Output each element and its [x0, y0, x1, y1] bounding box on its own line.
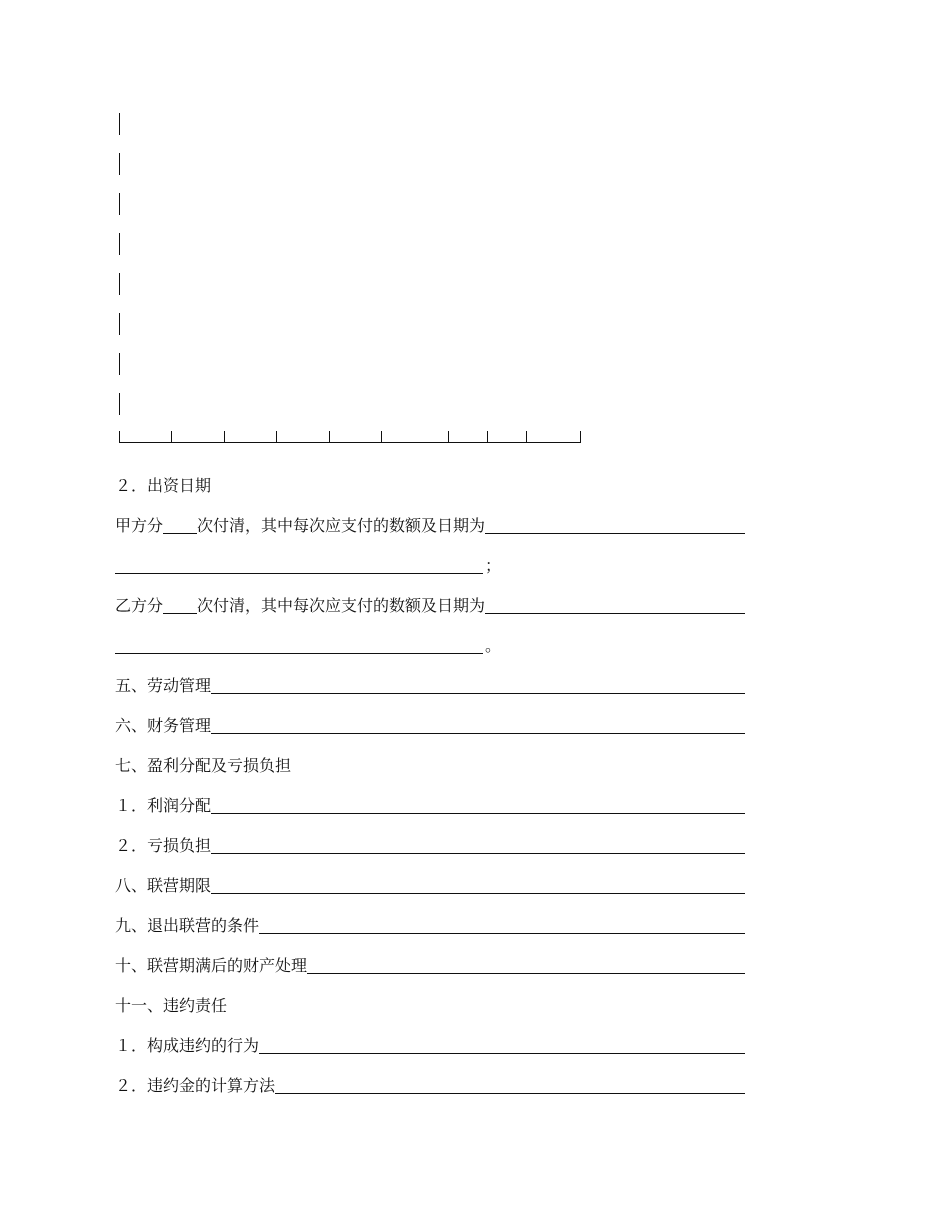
joint-venture-term-line: [115, 874, 745, 896]
table-left-border: [119, 313, 120, 335]
table-column-divider: [276, 431, 277, 443]
profit-distribution-blank[interactable]: [211, 813, 745, 814]
party-b-installments-blank[interactable]: [163, 613, 197, 614]
financial-management-label: 六、财务管理: [115, 716, 212, 735]
investment-date-heading-text: ２．出资日期: [115, 476, 212, 495]
breach-acts-line: [115, 1034, 745, 1056]
exit-conditions-blank[interactable]: [259, 933, 745, 934]
breach-acts-label: １．构成违约的行为: [115, 1036, 260, 1055]
financial-management-line: [115, 714, 745, 736]
party-a-end-mark: ；: [485, 556, 502, 575]
party-a-schedule-blank-2[interactable]: [115, 573, 483, 574]
table-left-border: [119, 273, 120, 295]
party-b-payment-line: [115, 594, 745, 616]
table-column-divider: [381, 431, 382, 443]
party-b-schedule-blank-2[interactable]: [115, 653, 483, 654]
profit-distribution-label: １．利润分配: [115, 796, 212, 815]
table-column-divider: [448, 431, 449, 443]
profit-distribution-line: [115, 794, 745, 816]
exit-conditions-label: 九、退出联营的条件: [115, 916, 260, 935]
table-bottom-border: [119, 430, 581, 443]
investment-date-heading: [115, 474, 745, 496]
party-a-schedule-blank[interactable]: [485, 533, 745, 534]
breach-acts-blank[interactable]: [259, 1053, 745, 1054]
table-left-border: [119, 193, 120, 215]
party-b-prefix: 乙方分: [115, 596, 164, 615]
penalty-calculation-line: [115, 1074, 745, 1096]
table-left-border: [119, 113, 120, 135]
table-left-border: [119, 153, 120, 175]
joint-venture-term-label: 八、联营期限: [115, 876, 212, 895]
table-column-divider: [329, 431, 330, 443]
exit-conditions-line: [115, 914, 745, 936]
joint-venture-term-blank[interactable]: [211, 893, 745, 894]
table-column-divider: [224, 431, 225, 443]
table-column-divider: [171, 431, 172, 443]
loss-burden-label: ２．亏损负担: [115, 836, 212, 855]
labor-management-blank[interactable]: [211, 693, 745, 694]
table-bottom-line: [119, 442, 581, 443]
property-disposal-blank[interactable]: [307, 973, 745, 974]
loss-burden-blank[interactable]: [211, 853, 745, 854]
labor-management-label: 五、劳动管理: [115, 676, 212, 695]
financial-management-blank[interactable]: [211, 733, 745, 734]
table-column-divider: [526, 431, 527, 443]
table-left-border: [119, 353, 120, 375]
party-a-middle: 次付清，其中每次应支付的数额及日期为: [197, 516, 486, 535]
property-disposal-line: [115, 954, 745, 976]
party-b-schedule-blank[interactable]: [485, 613, 745, 614]
party-a-payment-line: [115, 514, 745, 536]
breach-liability-heading: [115, 994, 745, 1016]
table-left-border: [119, 393, 120, 415]
party-b-continuation-line: [115, 634, 745, 656]
property-disposal-label: 十、联营期满后的财产处理: [115, 956, 308, 975]
labor-management-line: [115, 674, 745, 696]
party-b-end-mark: 。: [485, 636, 502, 655]
party-a-continuation-line: [115, 554, 745, 576]
party-a-prefix: 甲方分: [115, 516, 164, 535]
table-column-divider: [580, 431, 581, 443]
party-a-installments-blank[interactable]: [163, 533, 197, 534]
table-left-border: [119, 233, 120, 255]
breach-liability-heading-text: 十一、违约责任: [115, 996, 228, 1015]
profit-loss-heading: [115, 754, 745, 776]
loss-burden-line: [115, 834, 745, 856]
profit-loss-heading-text: 七、盈利分配及亏损负担: [115, 756, 292, 775]
penalty-calculation-blank[interactable]: [275, 1093, 745, 1094]
table-column-divider: [119, 431, 120, 443]
party-b-middle: 次付清，其中每次应支付的数额及日期为: [197, 596, 486, 615]
table-column-divider: [487, 431, 488, 443]
penalty-calculation-label: ２．违约金的计算方法: [115, 1076, 276, 1095]
